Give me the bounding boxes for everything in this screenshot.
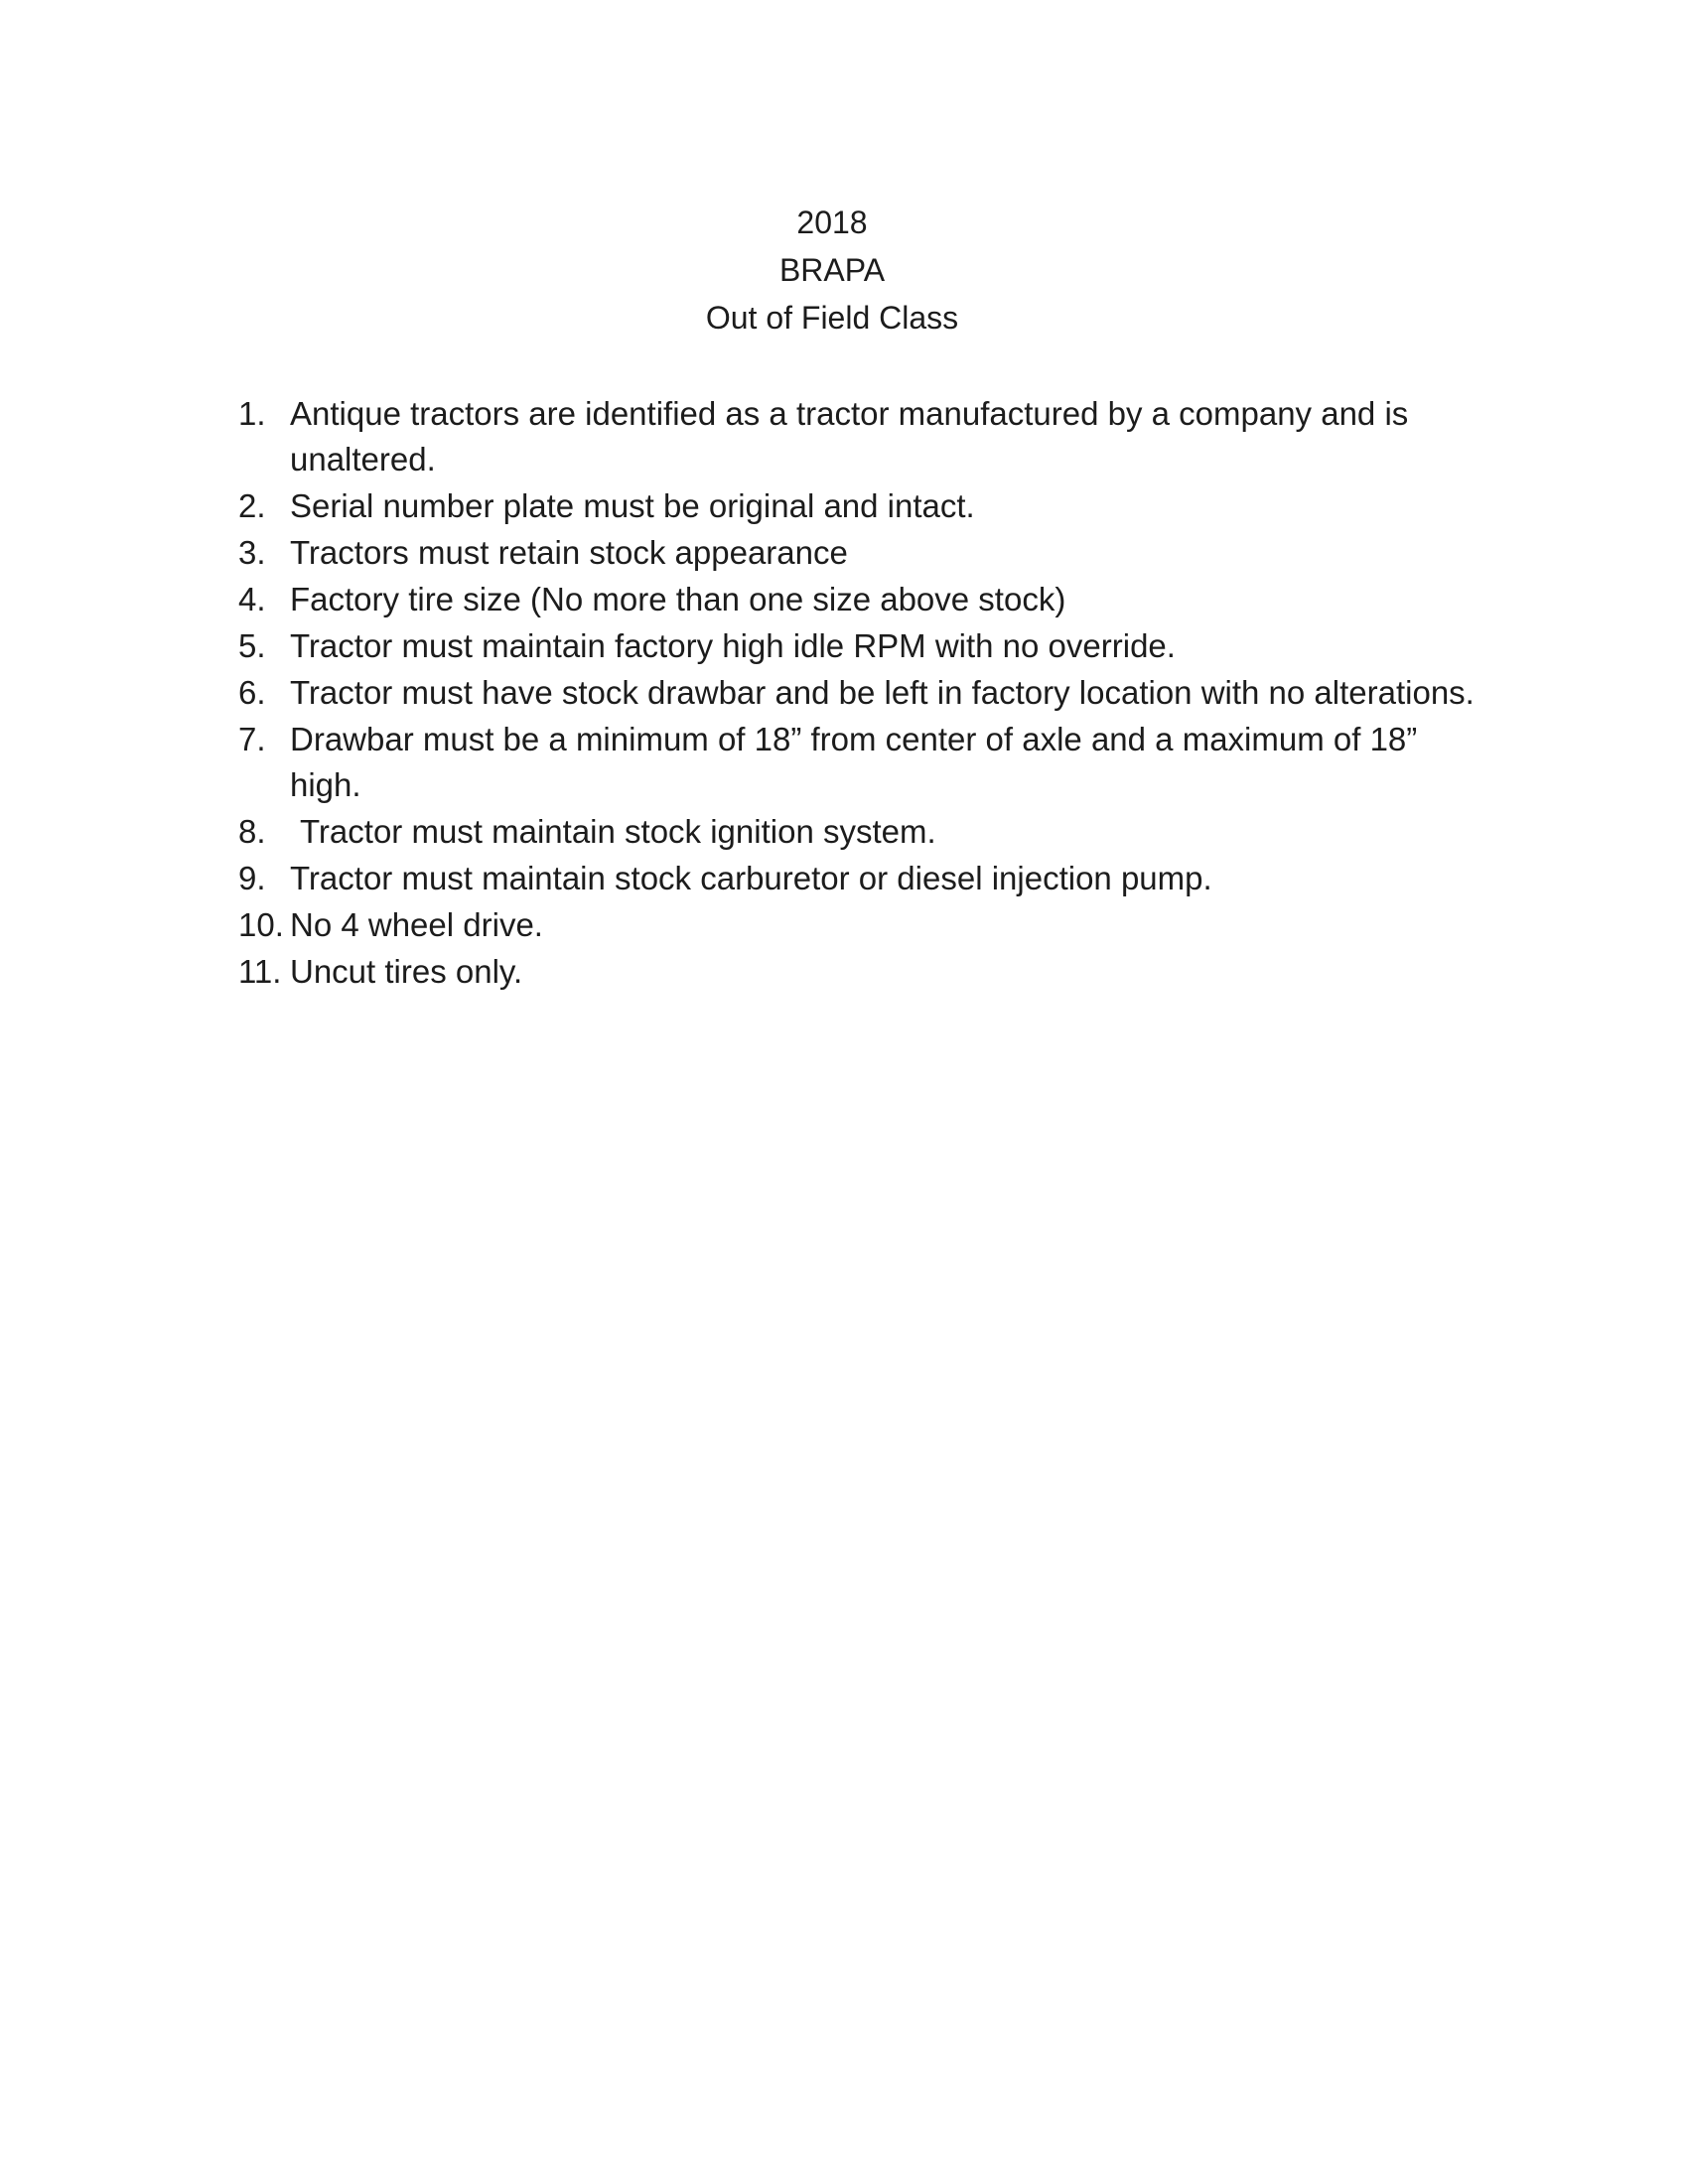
rule-text: Factory tire size (No more than one size above stock) bbox=[290, 581, 1066, 617]
rule-number: 8. bbox=[238, 813, 266, 850]
rule-number: 10. bbox=[238, 906, 284, 943]
rule-item-9 bbox=[238, 856, 1489, 901]
rule-item-8 bbox=[238, 809, 1489, 855]
rules-list bbox=[238, 391, 1489, 996]
rule-text: Tractors must retain stock appearance bbox=[290, 534, 848, 571]
rule-text: Tractor must maintain factory high idle RPM with no override. bbox=[290, 627, 1176, 664]
rule-item-11 bbox=[238, 949, 1489, 995]
rule-text: Tractor must have stock drawbar and be left in factory location with no alterations. bbox=[290, 674, 1475, 711]
rule-item-10 bbox=[238, 902, 1489, 948]
rule-item-5 bbox=[238, 623, 1489, 669]
document-header bbox=[0, 199, 1664, 341]
rule-item-6 bbox=[238, 670, 1489, 716]
rule-number: 6. bbox=[238, 674, 266, 711]
rule-number: 5. bbox=[238, 627, 266, 664]
rule-number: 7. bbox=[238, 721, 266, 757]
header-year: 2018 bbox=[796, 205, 868, 240]
rule-number: 1. bbox=[238, 395, 266, 432]
rule-number: 11. bbox=[238, 953, 282, 990]
rule-number: 3. bbox=[238, 534, 266, 571]
rule-text: Uncut tires only. bbox=[290, 953, 523, 990]
rule-text: Antique tractors are identified as a tractor manufactured by a company and is unaltered. bbox=[290, 395, 1409, 478]
rule-number: 4. bbox=[238, 581, 266, 617]
rule-text: Tractor must maintain stock ignition system. bbox=[300, 813, 936, 850]
rule-item-7 bbox=[238, 717, 1489, 808]
header-organization: BRAPA bbox=[778, 252, 886, 288]
rule-text: Drawbar must be a minimum of 18” from center of axle and a maximum of 18” high. bbox=[290, 721, 1418, 803]
rule-text: Tractor must maintain stock carburetor or diesel injection pump. bbox=[290, 860, 1212, 896]
rule-item-1 bbox=[238, 391, 1489, 482]
rule-item-3 bbox=[238, 530, 1489, 576]
rule-item-2 bbox=[238, 483, 1489, 529]
rule-number: 2. bbox=[238, 487, 266, 524]
rule-text: Serial number plate must be original and intact. bbox=[290, 487, 975, 524]
rule-text: No 4 wheel drive. bbox=[290, 906, 543, 943]
rule-number: 9. bbox=[238, 860, 266, 896]
rule-item-4 bbox=[238, 577, 1489, 622]
header-class-name: Out of Field Class bbox=[705, 300, 959, 336]
